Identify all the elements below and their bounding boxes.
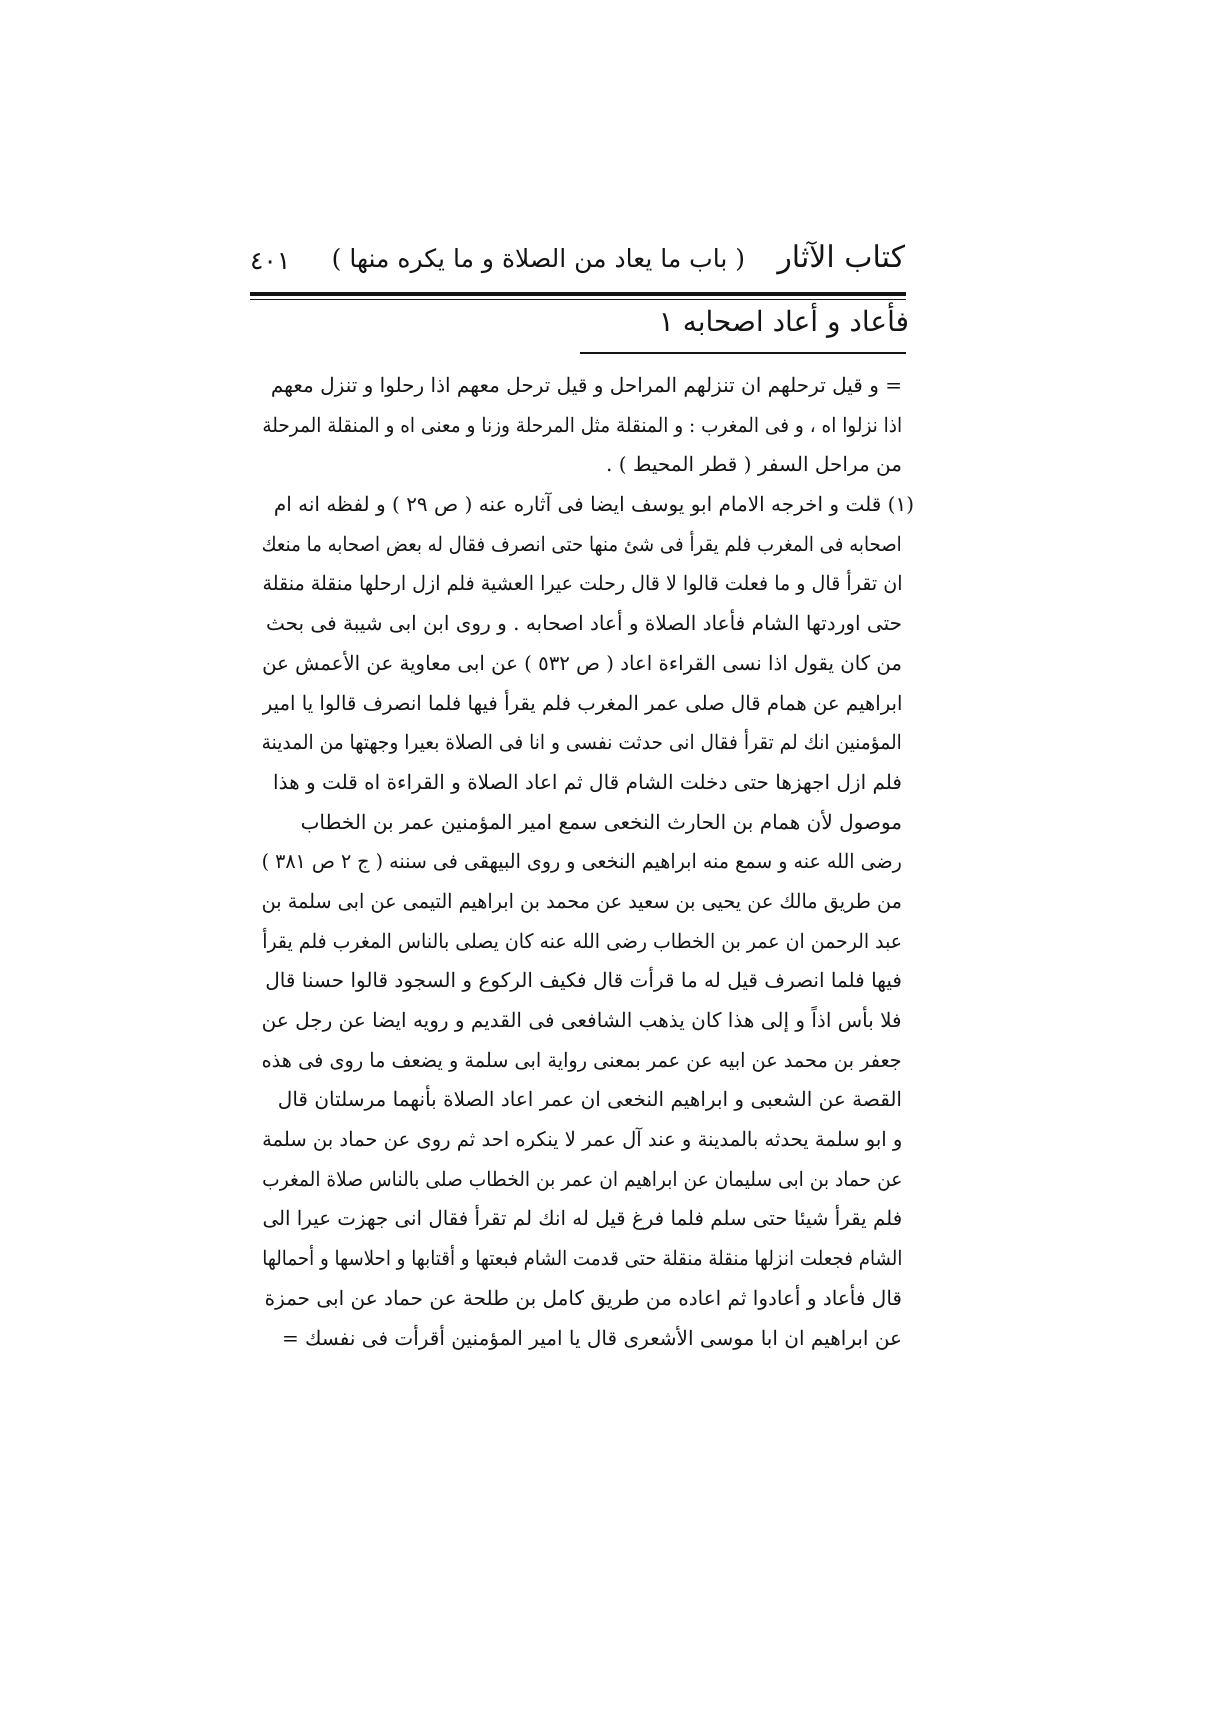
footnote-1-line: فيها فلما انصرف قيل له ما قرأت قال فكيف الركوع و السجود قالوا حسنا قال: [265, 968, 902, 993]
footnotes: [261, 366, 914, 1358]
footnote-1-line: فلا بأس اذاً و إلى هذا كان يذهب الشافعى فى القديم و رويه ايضا عن رجل عن: [262, 1008, 902, 1032]
footnote-separator: [580, 352, 906, 354]
footnote-line: من مراحل السفر ( قطر المحيط ) .: [605, 452, 902, 477]
header-rule-thin: [250, 299, 906, 300]
running-header: [250, 238, 905, 288]
footnote-1-line: رضى الله عنه و سمع منه ابراهيم النخعى و روى البيهقى فى سننه ( ج ٢ ص ٣٨١ ): [261, 849, 902, 874]
footnote-1-line: حتى اوردتها الشام فأعاد الصلاة و أعاد اصحابه . و روى ابن ابى شيبة فى بحث: [265, 611, 902, 636]
footnote-1-line: ان تقرأ قال و ما فعلت قالوا لا قال رحلت عيرا العشية فلم ازل ارحلها منقلة منقلة: [262, 571, 902, 596]
footnote-1-line: القصة عن الشعبى و ابراهيم النخعى ان عمر اعاد الصلاة بأنهما مرسلتان قال: [277, 1087, 902, 1112]
footnote-1-line: ابراهيم عن همام قال صلى عمر المغرب فلم يقرأ فيها فلما انصرف قالوا يا امير: [262, 690, 902, 715]
footnote-1-line: من كان يقول اذا نسى القراءة اعاد ( ص ٥٣٢ ) عن ابى معاوية عن الأعمش عن: [262, 650, 902, 675]
footnote-line: اذا نزلوا اه ، و فى المغرب : و المنقلة مثل المرحلة وزنا و معنى اه و المنقلة المرحلة: [262, 412, 902, 437]
footnote-1-line: اصحابه فى المغرب فلم يقرأ فى شئ منها حتى انصرف فقال له بعض اصحابه ما منعك: [261, 531, 902, 556]
footnote-1-line: موصول لأن همام بن الحارث النخعى سمع امير المؤمنين عمر بن الخطاب: [300, 809, 902, 834]
footnote-line: = و قيل ترحلهم ان تنزلهم المراحل و قيل ترحل معهم اذا رحلوا و تنزل معهم: [270, 373, 902, 397]
footnote-1-line: قال فأعاد و أعادوا ثم اعاده من طريق كامل بن طلحة عن حماد عن ابى حمزة: [264, 1285, 902, 1310]
footnote-1-line: عن ابراهيم ان ابا موسى الأشعرى قال يا امير المؤمنين أقرأت فى نفسك =: [281, 1325, 902, 1350]
footnote-1-line: (١) قلت و اخرجه الامام ابو يوسف ايضا فى آثاره عنه ( ص ٢٩ ) و لفظه انه ام: [273, 492, 914, 517]
footnote-1-line: فلم ازل اجهزها حتى دخلت الشام قال ثم اعاد الصلاة و القراءة اه قلت و هذا: [273, 769, 902, 794]
footnote-1-line: فلم يقرأ شيئا حتى سلم فلما فرغ قيل له انك لم تقرأ فقال انى جهزت عيرا الى: [262, 1206, 902, 1231]
footnote-1-line: و ابو سلمة يحدثه بالمدينة و عند آل عمر لا ينكره احد ثم روى عن حماد بن سلمة: [261, 1127, 902, 1152]
footnote-1-line: الشام فجعلت انزلها منقلة منقلة حتى قدمت الشام فبعتها و أقتابها و احلاسها و أحمالها: [261, 1246, 902, 1271]
footnote-1-line: عبد الرحمن ان عمر بن الخطاب رضى الله عنه كان يصلى بالناس المغرب فلم يقرأ: [262, 928, 902, 953]
header-rule-thick: [250, 292, 906, 296]
footnote-1-line: المؤمنين انك لم تقرأ فقال انى حدثت نفسى و انا فى الصلاة بعيرا وجهتها من المدينة: [261, 730, 902, 755]
footnote-1-line: جعفر بن محمد عن ابيه عن عمر بمعنى رواية ابى سلمة و يضعف ما روى فى هذه: [261, 1047, 902, 1072]
book-title: كتاب الآثار: [777, 240, 905, 275]
chapter-title: ( باب ما يعاد من الصلاة و ما يكره منها ): [331, 244, 745, 273]
footnote-1-line: عن حماد بن ابى سليمان عن ابراهيم ان عمر بن الخطاب صلى بالناس صلاة المغرب: [261, 1166, 902, 1191]
main-text-line: فأعاد و أعاد اصحابه ١: [658, 305, 909, 338]
page-number: ٤٠١: [250, 246, 291, 275]
footnote-1-line: من طريق مالك عن يحيى بن سعيد عن محمد بن ابراهيم التيمى عن ابى سلمة بن: [261, 888, 902, 913]
